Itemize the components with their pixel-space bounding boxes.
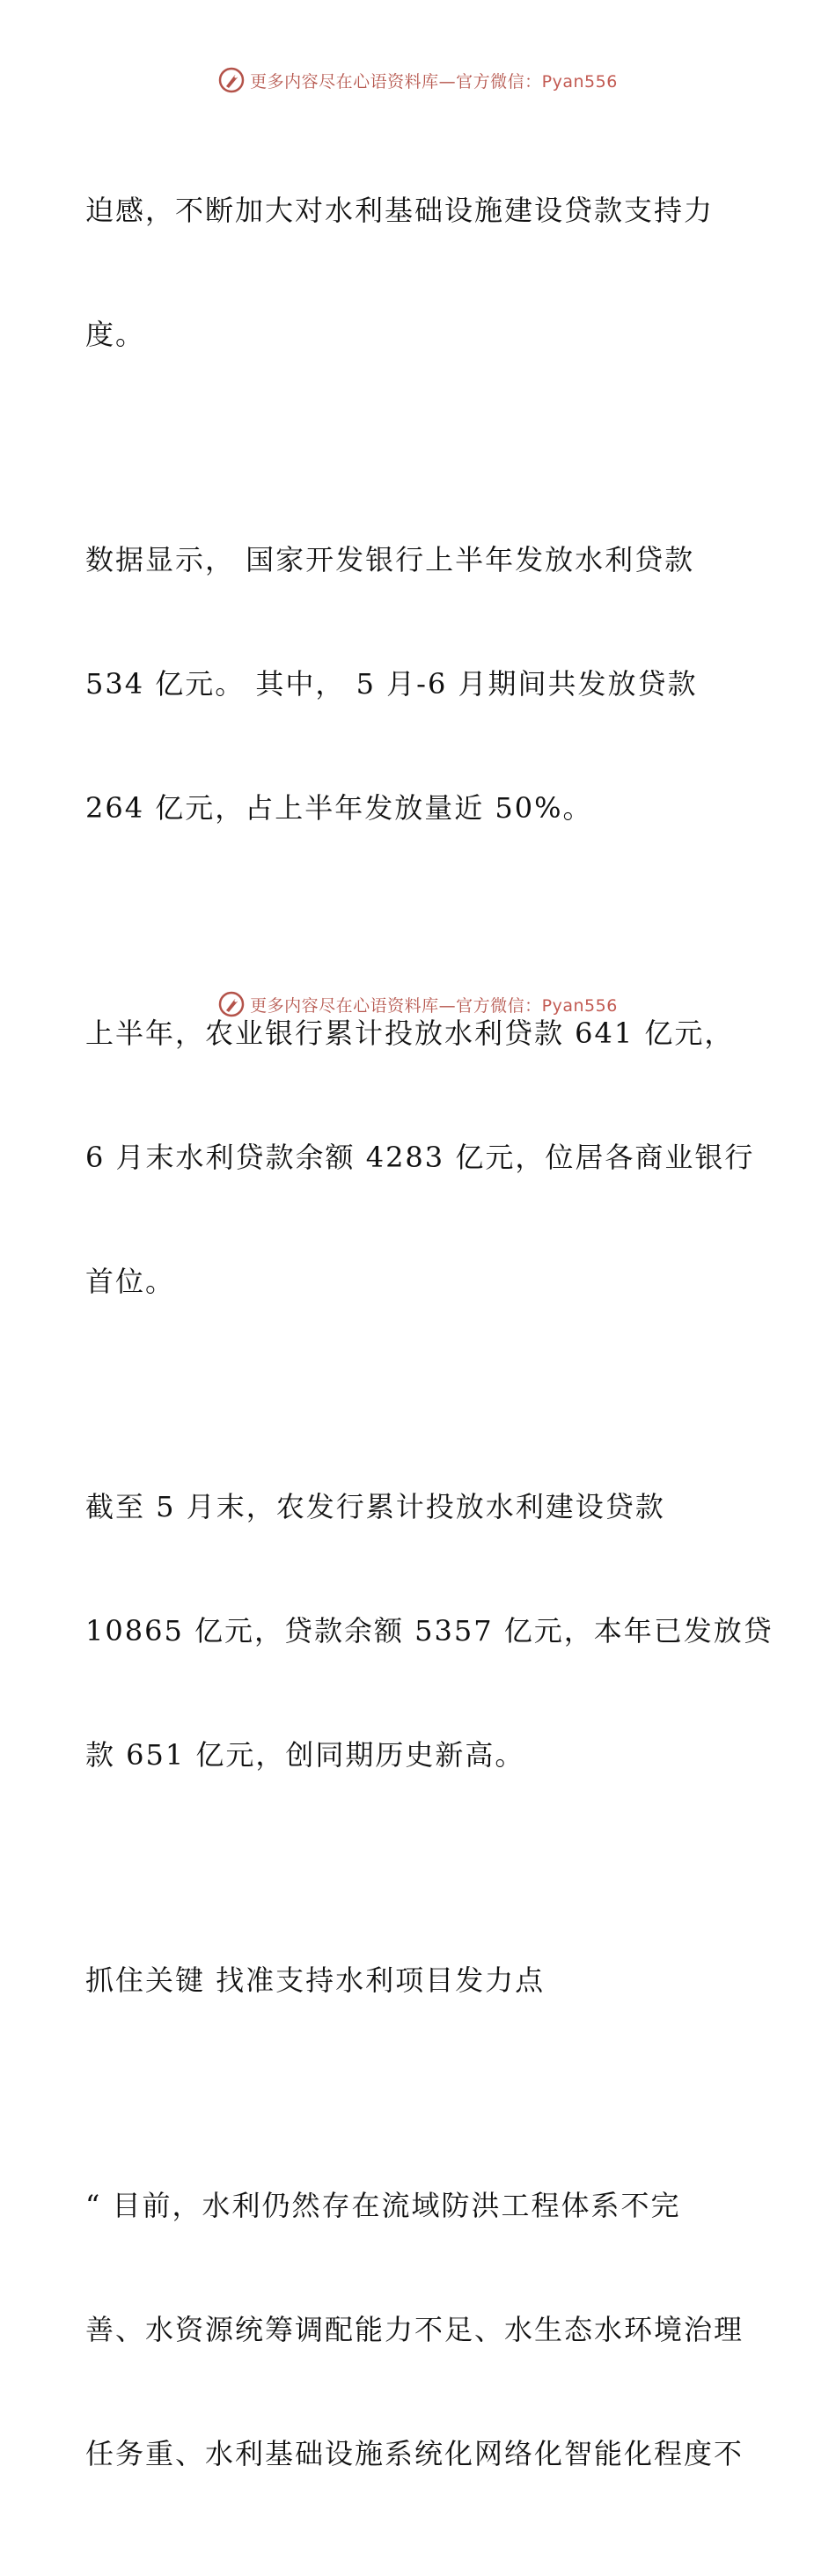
text-line: 6 月末水利贷款余额 4283 亿元，位居各商业银行 xyxy=(85,1141,755,1174)
text-line: 264 亿元，占上半年发放量近 50%。 xyxy=(85,791,593,825)
header-watermark xyxy=(0,62,836,98)
text-line: 截至 5 月末，农发行累计投放水利建设贷款 xyxy=(85,1490,665,1523)
watermark-wechat-id: Pyan556 xyxy=(541,995,618,1016)
text-line: 迫感，不断加大对水利基础设施建设贷款支持力 xyxy=(85,194,715,227)
pen-nib-seal-icon xyxy=(218,67,245,93)
watermark-text: 更多内容尽在心语资料库—官方微信：Pyan556 xyxy=(250,995,618,1016)
text-line: “ 目前，水利仍然存在流域防洪工程体系不完 xyxy=(85,2189,681,2222)
paragraph xyxy=(85,2103,754,2558)
watermark-wechat-id: Pyan556 xyxy=(541,71,618,92)
pen-nib-seal-icon xyxy=(218,991,245,1017)
document-body xyxy=(85,107,774,2576)
text-line: 善、水资源统筹调配能力不足、水生态水环境治理 xyxy=(85,2313,744,2346)
paragraph xyxy=(85,107,754,438)
footer-watermark xyxy=(0,987,836,1022)
text-line: 首位。 xyxy=(85,1265,176,1298)
text-line: 数据显示， 国家开发银行上半年发放水利贷款 xyxy=(85,543,695,576)
paragraph xyxy=(85,1404,774,1859)
paragraph xyxy=(85,457,754,912)
text-line: 10865 亿元，贷款余额 5357 亿元，本年已发放贷 xyxy=(85,1614,774,1648)
section-heading xyxy=(85,1877,754,2084)
text-line: 度。 xyxy=(85,318,146,351)
watermark-text: 更多内容尽在心语资料库—官方微信：Pyan556 xyxy=(250,71,618,92)
text-line: 534 亿元。 其中， 5 月-6 月期间共发放贷款 xyxy=(85,667,698,701)
text-line: 任务重、水利基础设施系统化网络化智能化程度不 xyxy=(85,2437,744,2470)
text-line: 抓住关键 找准支持水利项目发力点 xyxy=(85,1963,546,1997)
text-line: 款 651 亿元，创同期历史新高。 xyxy=(85,1738,525,1772)
text-line: 上半年，农业银行累计投放水利贷款 641 亿元， xyxy=(85,1016,735,1050)
